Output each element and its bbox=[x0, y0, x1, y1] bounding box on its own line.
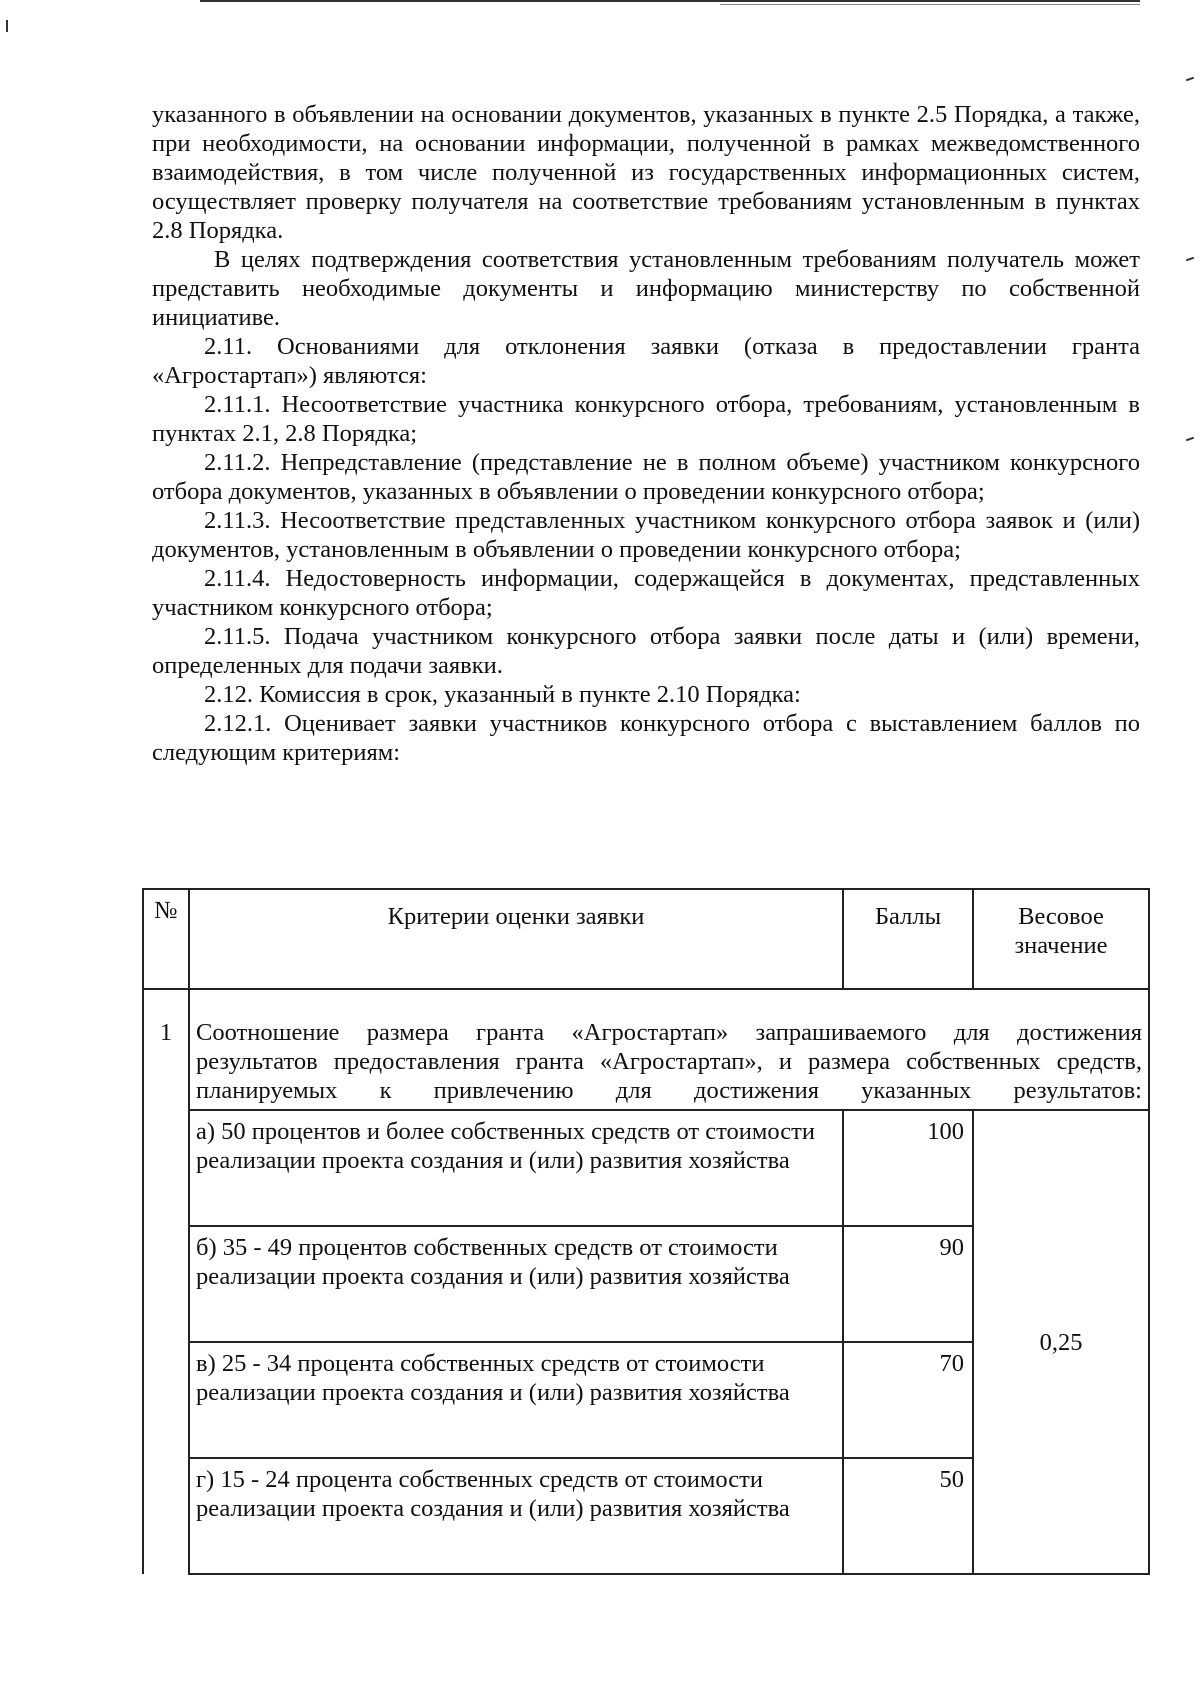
paragraph: 2.11.2. Непредставление (представление не в полном объеме) участником конкурсного отбора документов, указанных в объявлении о проведении конкурсного отбора; bbox=[152, 449, 1140, 505]
row-number-spacer bbox=[143, 1342, 189, 1458]
criterion-option: в) 25 - 34 процента собственных средств от стоимости реализации проекта создания и (или) развития хозяйства bbox=[189, 1342, 843, 1458]
document-body bbox=[152, 100, 1140, 767]
scan-artifact bbox=[1186, 437, 1194, 442]
header-points: Баллы bbox=[843, 889, 973, 989]
option-points: 70 bbox=[843, 1342, 973, 1458]
paragraph: указанного в объявлении на основании документов, указанных в пункте 2.5 Порядка, а также, при необходимости, на основании информации, полученной в рамках межведомственного взаимодействия, в том числе полученной из государственных информационных систем, осуществляет проверку получателя на соответствие требованиям установленным в пунктах 2.8 Порядка. bbox=[152, 101, 1140, 244]
table-header-row bbox=[143, 889, 1149, 989]
criterion-weight: 0,25 bbox=[973, 1110, 1149, 1574]
scan-edge-line bbox=[200, 0, 1140, 2]
option-points: 100 bbox=[843, 1110, 973, 1226]
header-criteria: Критерии оценки заявки bbox=[189, 889, 843, 989]
paragraph: В целях подтверждения соответствия установленным требованиям получатель может представить необходимые документы и информацию министерству по собственной инициативе. bbox=[152, 246, 1140, 331]
paragraph: 2.11.5. Подача участником конкурсного отбора заявки после даты и (или) времени, определенных для подачи заявки. bbox=[152, 623, 1140, 679]
table-row bbox=[143, 1110, 1149, 1226]
row-number-spacer bbox=[143, 1458, 189, 1574]
paragraph: 2.11.1. Несоответствие участника конкурсного отбора, требованиям, установленным в пунктах 2.1, 2.8 Порядка; bbox=[152, 391, 1140, 447]
paragraph: 2.12. Комиссия в срок, указанный в пункте 2.10 Порядка: bbox=[204, 681, 801, 708]
row-number-spacer bbox=[143, 1110, 189, 1226]
paragraph: 2.11. Основаниями для отклонения заявки (отказа в предоставлении гранта «Агростартап») являются: bbox=[152, 333, 1140, 389]
criterion-option: б) 35 - 49 процентов собственных средств от стоимости реализации проекта создания и (или) развития хозяйства bbox=[189, 1226, 843, 1342]
criteria-table bbox=[142, 888, 1150, 1575]
option-points: 50 bbox=[843, 1458, 973, 1574]
criterion-title: Соотношение размера гранта «Агростартап» запрашиваемого для достижения результатов предоставления гранта «Агростартап», и размера собственных средств, планируемых к привлечению для достижения указанных результатов: bbox=[189, 989, 1149, 1110]
header-weight: Весовое значение bbox=[973, 889, 1149, 989]
criterion-option: г) 15 - 24 процента собственных средств от стоимости реализации проекта создания и (или) развития хозяйства bbox=[189, 1458, 843, 1574]
option-points: 90 bbox=[843, 1226, 973, 1342]
scan-artifact bbox=[1186, 77, 1194, 82]
table-group-row bbox=[143, 989, 1149, 1110]
paragraph: 2.12.1. Оценивает заявки участников конкурсного отбора с выставлением баллов по следующим критериям: bbox=[152, 710, 1140, 766]
paragraph: 2.11.4. Недостоверность информации, содержащейся в документах, представленных участником конкурсного отбора; bbox=[152, 565, 1140, 621]
header-num: № bbox=[143, 889, 189, 989]
paragraph: 2.11.3. Несоответствие представленных участником конкурсного отбора заявок и (или) документов, установленным в объявлении о проведении конкурсного отбора; bbox=[152, 507, 1140, 563]
criterion-option: а) 50 процентов и более собственных средств от стоимости реализации проекта создания и (или) развития хозяйства bbox=[189, 1110, 843, 1226]
row-number: 1 bbox=[143, 989, 189, 1110]
scan-artifact bbox=[6, 20, 8, 32]
row-number-spacer bbox=[143, 1226, 189, 1342]
scan-artifact bbox=[1186, 257, 1194, 262]
scan-edge-line bbox=[720, 4, 1140, 5]
